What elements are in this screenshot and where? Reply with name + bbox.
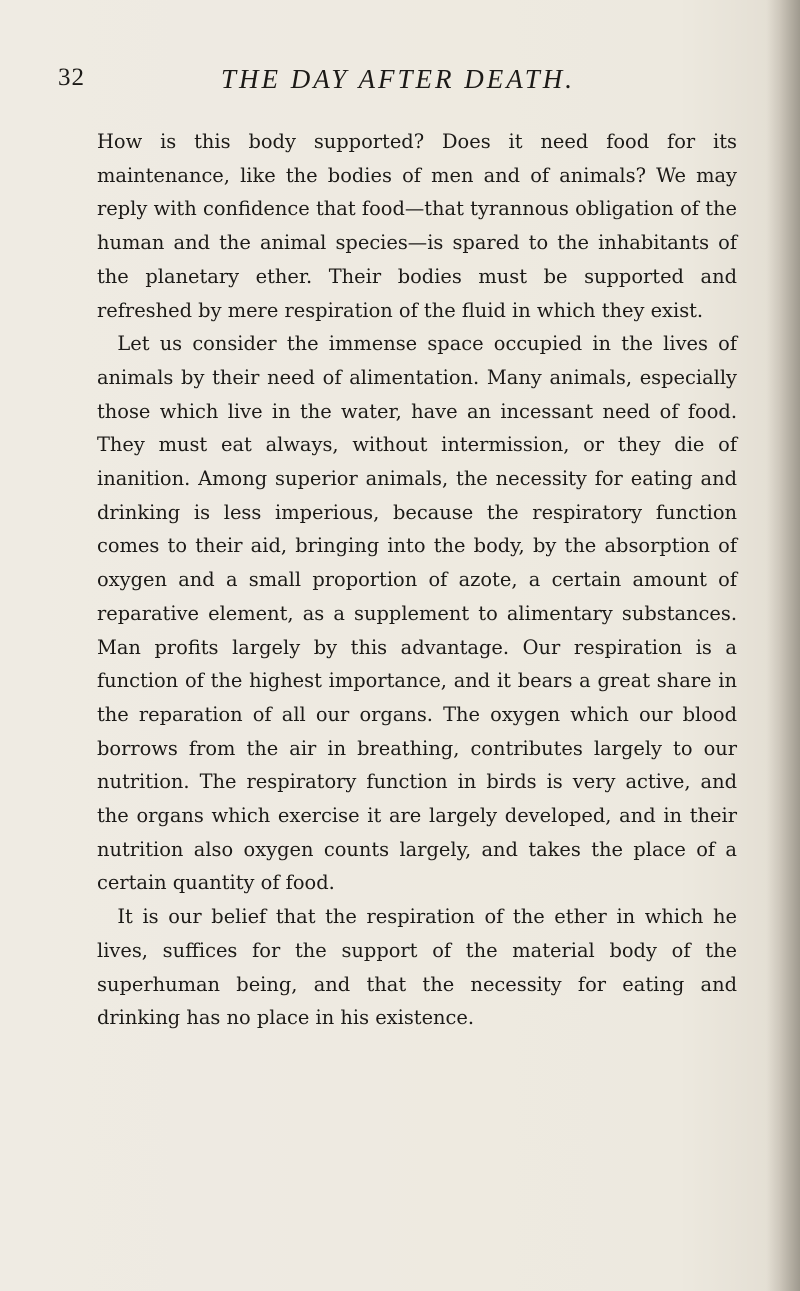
- running-head: [58, 64, 738, 104]
- running-title: THE DAY AFTER DEATH.: [220, 64, 576, 94]
- paragraph-3: It is our belief that the respiration of the ether in which he lives, suffices for the support of the material body of the superhuman being, and that the necessity for eating and drinking has no place in his existence.: [97, 905, 737, 1030]
- paragraph-1: How is this body supported? Does it need food for its maintenance, like the bodies of men and of animals? We may reply with confidence that food—that tyrannous obligation of the human and the animal species—is spared to the inhabitants of the planetary ether. Their bodies must be supported and refreshed by mere respiration of the fluid in which they exist.: [97, 130, 737, 322]
- page-edge-shadow: [766, 0, 800, 1291]
- page-number: 32: [58, 64, 85, 91]
- body-text: [97, 125, 737, 1035]
- paragraph-2: Let us consider the immense space occupied in the lives of animals by their need of alimentation. Many animals, especially those which live in the water, have an incessant need of food. They must eat always, without intermission, or they die of inanition. Among superior animals, the necessity for eating and drinking is less imperious, because the respiratory function comes to their aid, bringing into the body, by the absorption of oxygen and a small proportion of azote, a certain amount of reparative element, as a supplement to alimentary substances. Man profits largely by this advantage. Our respiration is a function of the highest importance, and it bears a great share in the reparation of all our organs. The oxygen which our blood borrows from the air in breathing, contributes largely to our nutrition. The respiratory function in birds is very active, and the organs which exercise it are largely developed, and in their nutrition also oxygen counts largely, and takes the place of a certain quantity of food.: [97, 332, 737, 895]
